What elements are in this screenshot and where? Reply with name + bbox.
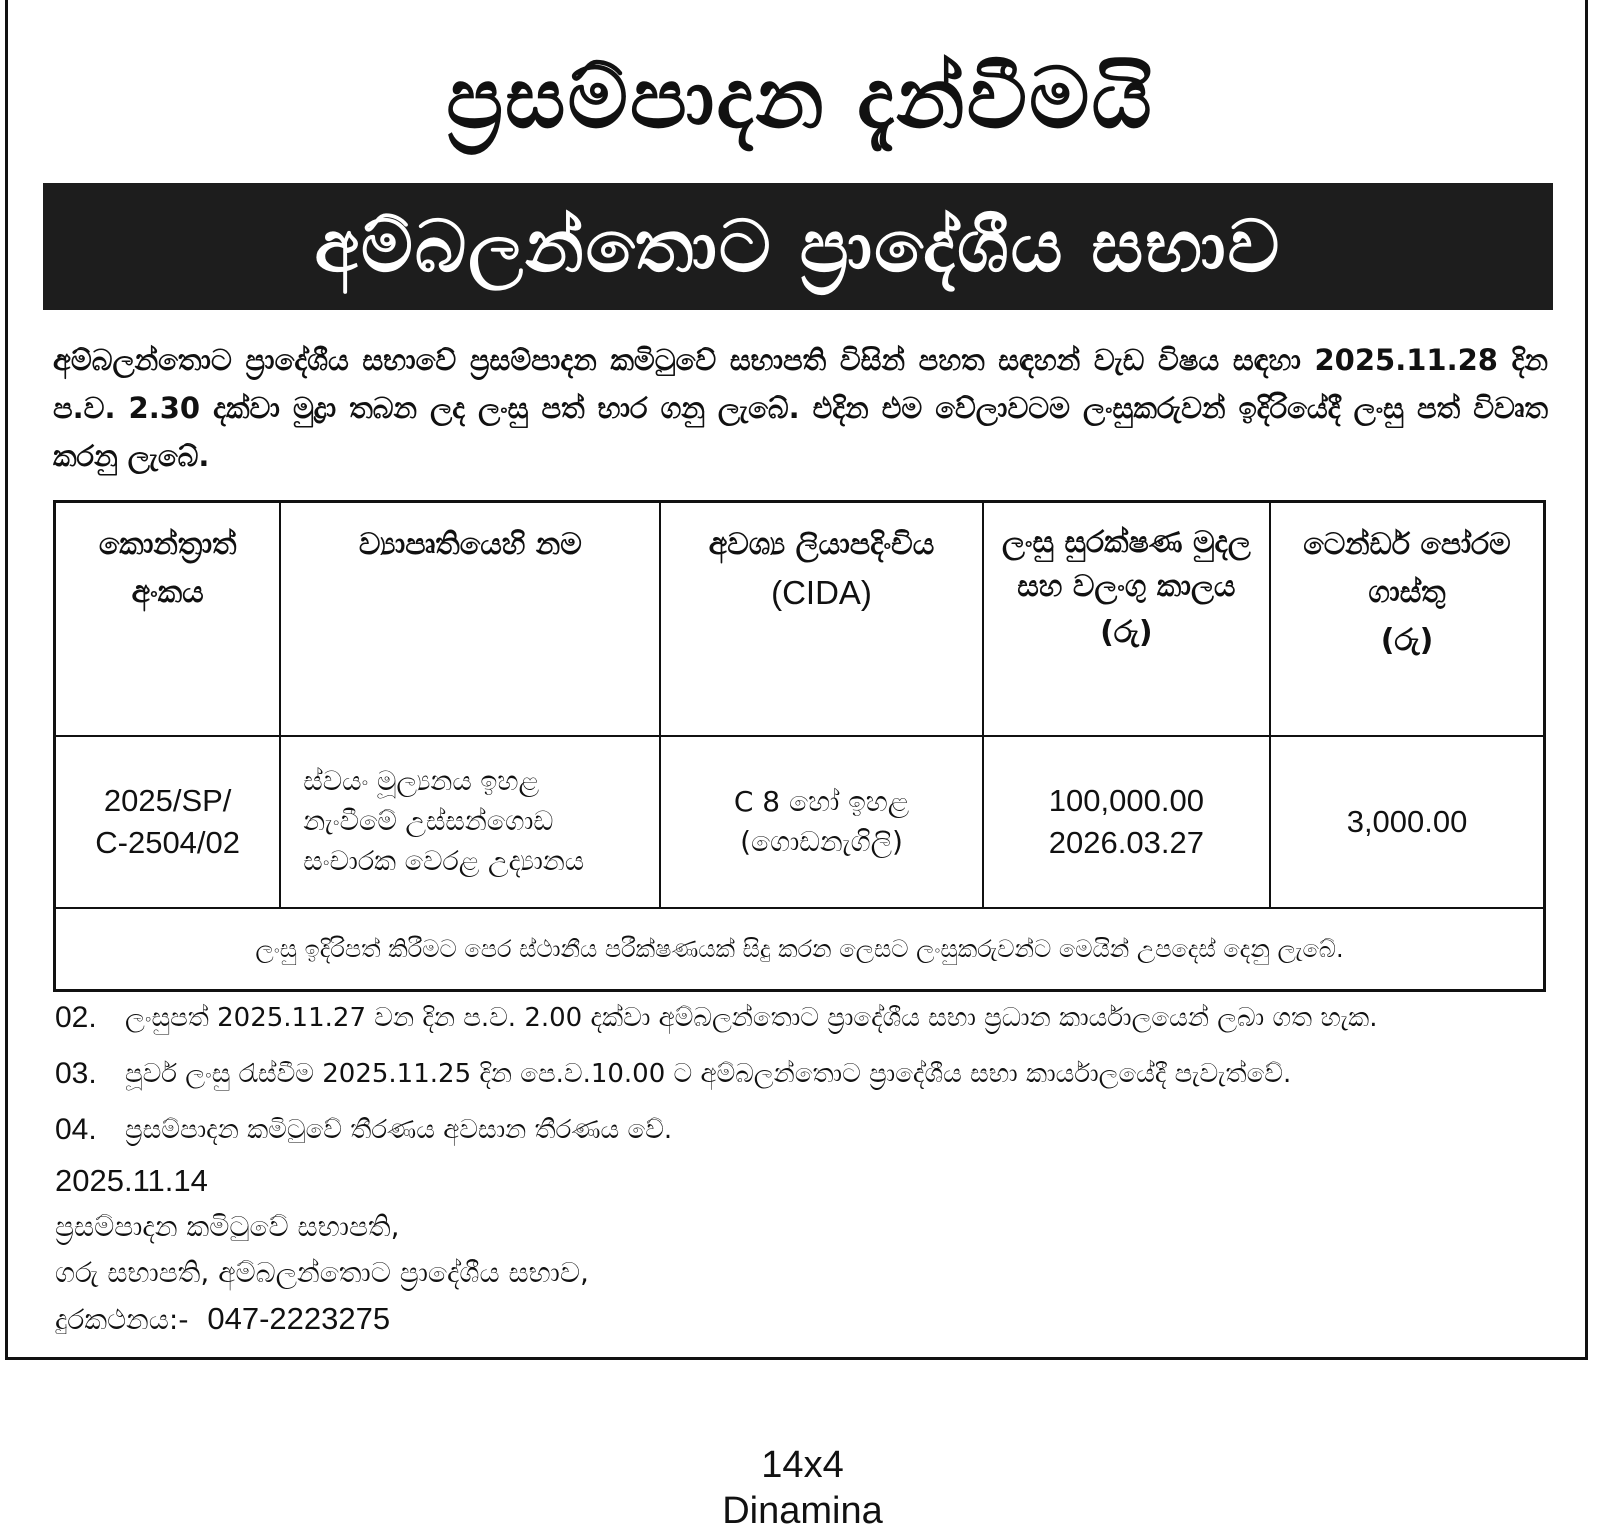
project-name-line-3: සංචාරක වෙරළ උද්‍යානය (303, 846, 585, 877)
signature-date: 2025.11.14 (55, 1163, 208, 1198)
header-project-name (280, 502, 660, 737)
signature-line-2: ගරු සභාපති, අම්බලන්තොට ප්‍රාදේශීය සභාව, (55, 1256, 589, 1289)
ad-size: 14x4 (761, 1444, 844, 1486)
header-fee-sub: (රු) (1380, 623, 1434, 658)
organization-banner (43, 183, 1553, 310)
notice-title: ප්‍රසම්පාදන දැන්වීමයි (446, 49, 1154, 147)
cell-contract-no (55, 736, 281, 908)
contract-no-line-1: 2025/SP/ (103, 783, 232, 818)
project-name-line-1: ස්වයං මූල්‍යනය ඉහළ (303, 766, 540, 797)
cell-project-name (280, 736, 660, 908)
cell-requirement (660, 736, 982, 908)
header-fee-label: ටෙන්ඩර් පෝරම ගාස්තු (1303, 527, 1511, 610)
header-contract-no-label: කොන්ත්‍රාත් අංකය (98, 527, 237, 610)
header-project-name-label: ව්‍යාපෘතියෙහි නම (358, 527, 582, 562)
site-visit-note: ලංසු ඉදිරිපත් කිරීමට පෙර ස්ථානීය පරීක්ෂණයක් සිදු කරන ලෙසට ලංසුකරුවන්ට මෙයින් උපදෙස් දෙනු ලැබේ. (55, 908, 1545, 991)
security-validity: 2026.03.27 (1048, 825, 1204, 860)
organization-name: අම්බලන්තොට ප්‍රාදේශීය සභාව (314, 203, 1282, 288)
list-item (55, 1046, 1550, 1102)
header-security (983, 502, 1270, 737)
header-security-label: ලංසු සුරක්ෂණ මුදල සහ වලංගු කාලය (1001, 525, 1251, 604)
clause-number: 04. (55, 1113, 97, 1146)
clause-text: පූර්ව ලංසු රැස්වීම 2025.11.25 දින පෙ.ව.10.00 ට අම්බලන්තොට ප්‍රාදේශීය සභා කාර්යාලයේදී පැවැත්වේ. (125, 1059, 1292, 1089)
clauses-list (55, 990, 1550, 1158)
signature-line-1: ප්‍රසම්පාදන කමිටුවේ සභාපති, (55, 1210, 400, 1243)
publication-footer (0, 1442, 1600, 1534)
project-name-line-2: නැංවීමේ උස්සන්ගොඩ (303, 806, 554, 837)
table-header-row (55, 502, 1545, 737)
signature-block (55, 1158, 589, 1343)
publication-name: Dinamina (722, 1490, 883, 1532)
requirement-line-2: (ගොඩනැගිලි) (740, 825, 903, 858)
header-requirement-sub: (CIDA) (771, 574, 872, 611)
intro-paragraph: අම්බලන්තොට ප්‍රාදේශීය සභාවේ ප්‍රසම්පාදන කමිටුවේ සභාපති විසින් පහත සඳහන් වැඩ විෂය සඳහා 2025.11.28 දින ප.ව. 2.30 දක්වා මුද්‍රා තබන ලද ලංසු පත් භාර ගනු ලැබේ. එදින එම වේලාවටම ලංසුකරුවන් ඉදිරියේදී ලංසු පත් විවෘත කරනු ලැබේ. (53, 343, 1548, 473)
header-contract-no (55, 502, 281, 737)
header-requirement-label: අවශ්‍ය ලියාපදිංචිය (708, 527, 935, 562)
list-item (55, 990, 1550, 1046)
cell-fee (1270, 736, 1544, 908)
table-note-row (55, 908, 1545, 991)
list-item (55, 1102, 1550, 1158)
contract-no-line-2: C-2504/02 (95, 825, 241, 860)
security-amount: 100,000.00 (1048, 783, 1204, 818)
table-row (55, 736, 1545, 908)
clause-number: 03. (55, 1057, 97, 1090)
clause-number: 02. (55, 1001, 97, 1034)
tender-fee: 3,000.00 (1346, 804, 1468, 839)
phone-number: 047-2223275 (207, 1301, 391, 1336)
clause-text: ලංසුපත් 2025.11.27 වන දින ප.ව. 2.00 දක්වා අම්බලන්තොට ප්‍රාදේශීය සභා ප්‍රධාන කාර්යාලයෙන් ලබා ගත හැක. (125, 1003, 1378, 1033)
header-requirement (660, 502, 982, 737)
requirement-line-1: C 8 හෝ ඉහළ (733, 785, 910, 818)
phone-label: දුරකථනය:- (55, 1303, 189, 1336)
cell-security (983, 736, 1270, 908)
signature-phone-row (55, 1296, 589, 1343)
header-security-sub: (රු) (1100, 615, 1153, 650)
header-fee (1270, 502, 1544, 737)
tender-table (53, 500, 1546, 992)
clause-text: ප්‍රසම්පාදන කමිටුවේ තීරණය අවසාන තීරණය වේ. (125, 1115, 673, 1145)
